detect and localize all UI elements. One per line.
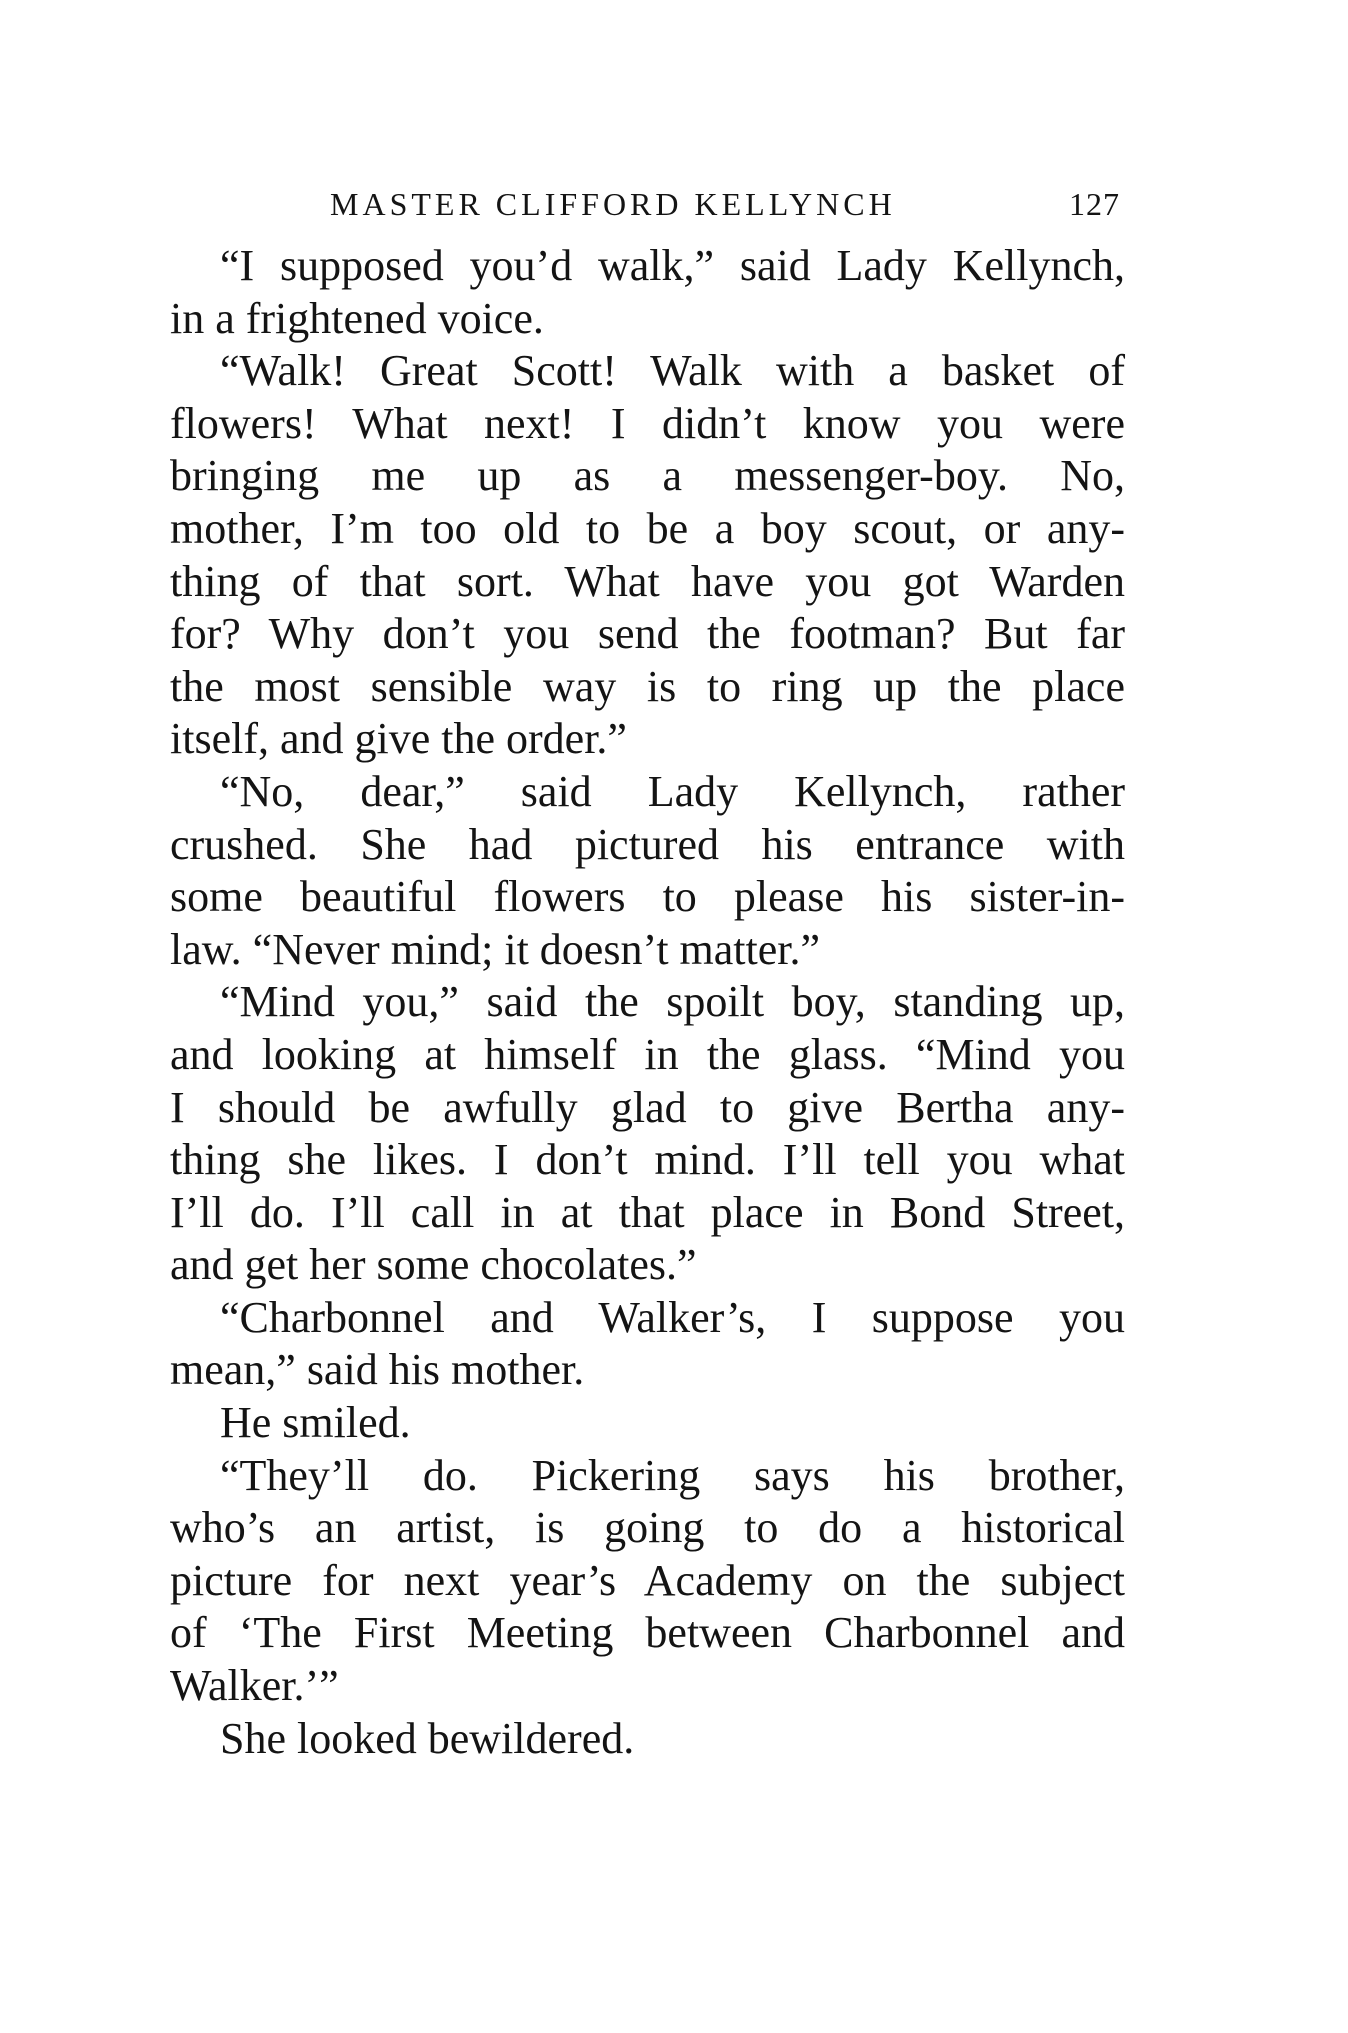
text-line: flowers! What next! I didn’t know you were [170, 398, 1125, 448]
text-line: mean,” said his mother. [170, 1345, 585, 1395]
text-line: “Mind you,” said the spoilt boy, standing up, [220, 977, 1125, 1027]
text-line: bringing me up as a messenger-boy. No, [170, 451, 1125, 501]
text-line: “No, dear,” said Lady Kellynch, rather [220, 766, 1125, 816]
text-line: He smiled. [220, 1398, 411, 1448]
text-line: “I supposed you’d walk,” said Lady Kellynch, [220, 241, 1125, 290]
text-line: “They’ll do. Pickering says his brother, [220, 1450, 1125, 1500]
text-line: “Walk! Great Scott! Walk with a basket of [220, 346, 1125, 396]
text-line: the most sensible way is to ring up the place [170, 661, 1125, 711]
text-line: thing of that sort. What have you got Warden [170, 556, 1125, 606]
text-line: in a frightened voice. [170, 293, 544, 343]
text-line: and get her some chocolates.” [170, 1240, 697, 1290]
text-line: and looking at himself in the glass. “Mind you [170, 1029, 1125, 1079]
text-line: who’s an artist, is going to do a historical [170, 1503, 1125, 1553]
text-line: She looked bewildered. [220, 1713, 635, 1763]
text-line: thing she likes. I don’t mind. I’ll tell you what [170, 1135, 1125, 1185]
text-line: of ‘The First Meeting between Charbonnel and [170, 1608, 1125, 1658]
page-number: 127 [1069, 186, 1120, 222]
text-line: mother, I’m too old to be a boy scout, or any- [170, 503, 1125, 553]
text-line: for? Why don’t you send the footman? But far [170, 609, 1125, 659]
body-text [170, 240, 1125, 1765]
running-head [170, 180, 1130, 228]
text-line: I should be awfully glad to give Bertha any- [170, 1082, 1125, 1132]
text-line: some beautiful flowers to please his sister-in- [170, 872, 1125, 922]
text-line: law. “Never mind; it doesn’t matter.” [170, 924, 821, 974]
running-title: MASTER CLIFFORD KELLYNCH [330, 186, 896, 222]
text-line: itself, and give the order.” [170, 714, 627, 764]
text-line: Walker.’” [170, 1661, 339, 1711]
text-line: “Charbonnel and Walker’s, I suppose you [220, 1292, 1125, 1342]
text-line: crushed. She had pictured his entrance with [170, 819, 1125, 869]
text-line: I’ll do. I’ll call in at that place in Bond Street, [170, 1187, 1125, 1237]
text-line: picture for next year’s Academy on the subject [170, 1555, 1125, 1605]
